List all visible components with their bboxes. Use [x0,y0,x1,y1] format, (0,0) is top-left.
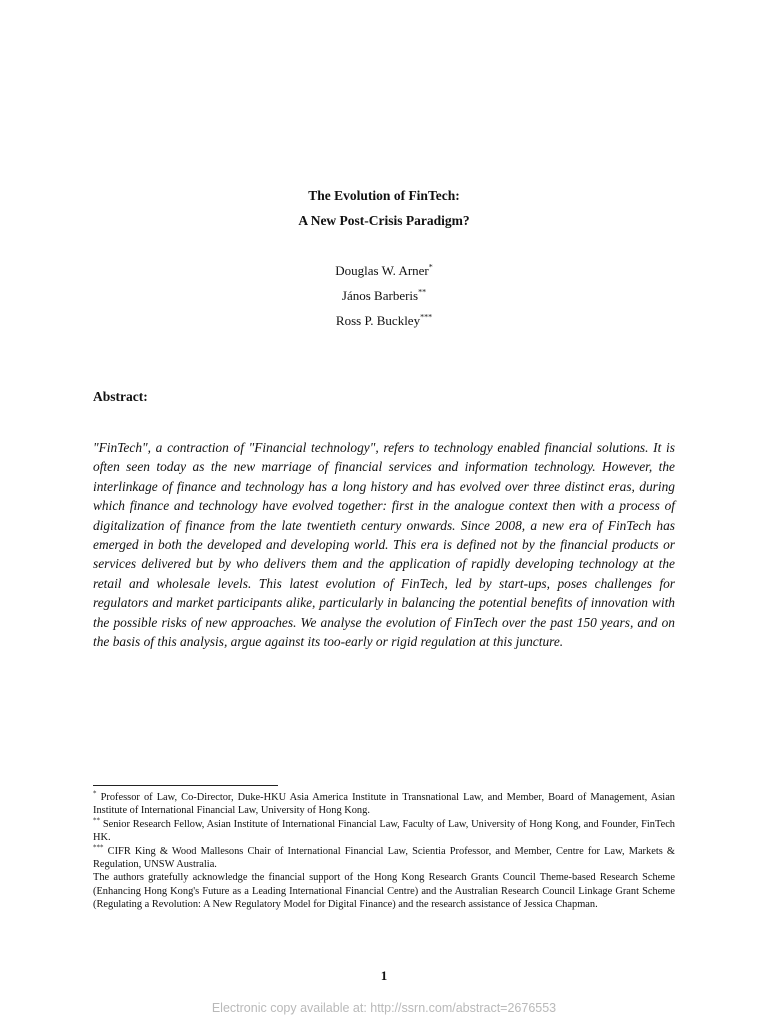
footnote-mark: ** [418,287,427,297]
footnote-mark: * [93,789,97,798]
author-2 [0,288,768,304]
footnote-2 [93,818,675,845]
author-3 [0,313,768,329]
author-name: Ross P. Buckley [335,313,421,328]
footnote-text: Professor of Law, Co-Director, Duke-HKU Asia America Institute in Transnational Law, and Member, Board of Management, Asian Institute of International Financial Law, University of Hong Kong. [93,792,675,817]
footnotes [93,791,675,912]
footnote-3 [93,845,675,872]
acknowledgement-text: The authors gratefully acknowledge the financial support of the Hong Kong Research Grants Council Theme-based Research Scheme (Enhancing Hong Kong's Future as a Leading International Financial Centre) and the Australian Research Council Linkage Grant Scheme (Regulating a Revolution: A New Regulatory Model for Digital Finance) and the research assistance of Jessica Chapman. [93,872,675,911]
footnote-text: Senior Research Fellow, Asian Institute of International Financial Law, Faculty of Law, University of Hong Kong, and Founder, FinTech HK. [93,818,675,844]
paper-title-line-1: The Evolution of FinTech: [308,188,460,203]
footnote-1 [93,791,675,818]
footnote-divider [93,785,278,786]
ssrn-watermark: Electronic copy available at: http://ssrn.com/abstract=2676553 [211,1001,557,1015]
abstract-text: "FinTech", a contraction of "Financial technology", refers to technology enabled financial solutions. It is often seen today as the new marriage of financial services and information technology. However, the interlinkage of finance and technology has a long history and has evolved over three distinct eras, during which finance and technology have evolved together: first in the analogue context then with a process of digitalization of finance from the late twentieth century onwards. Since 2008, a new era of FinTech has emerged in both the developed and developing world. This era is defined not by the financial products or services delivered but by who delivers them and the application of rapidly developing technology at the retail and wholesale levels. This latest evolution of FinTech, led by start-ups, poses challenges for regulators and market participants alike, particularly in balancing the potential benefits of innovation with the possible risks of new approaches. We analyse the evolution of FinTech over the past 150 years, and on the basis of this analysis, argue against its too-early or rigid regulation at this juncture. [93,440,675,650]
footnote-mark: * [428,262,433,272]
author-1 [0,263,768,279]
page-number: 1 [380,968,388,983]
acknowledgement [93,871,675,911]
footnote-mark: *** [93,843,104,852]
author-name: Douglas W. Arner [335,263,429,278]
footnote-text: CIFR King & Wood Mallesons Chair of International Financial Law, Scientia Professor, and Member, Centre for Law, Markets & Regulation, UNSW Australia. [93,845,675,871]
paper-title-line-2: A New Post-Crisis Paradigm? [298,213,470,228]
footnote-mark: ** [93,816,100,825]
abstract-heading: Abstract: [93,389,148,404]
footnote-mark: *** [420,312,433,322]
author-name: János Barberis [341,288,419,303]
